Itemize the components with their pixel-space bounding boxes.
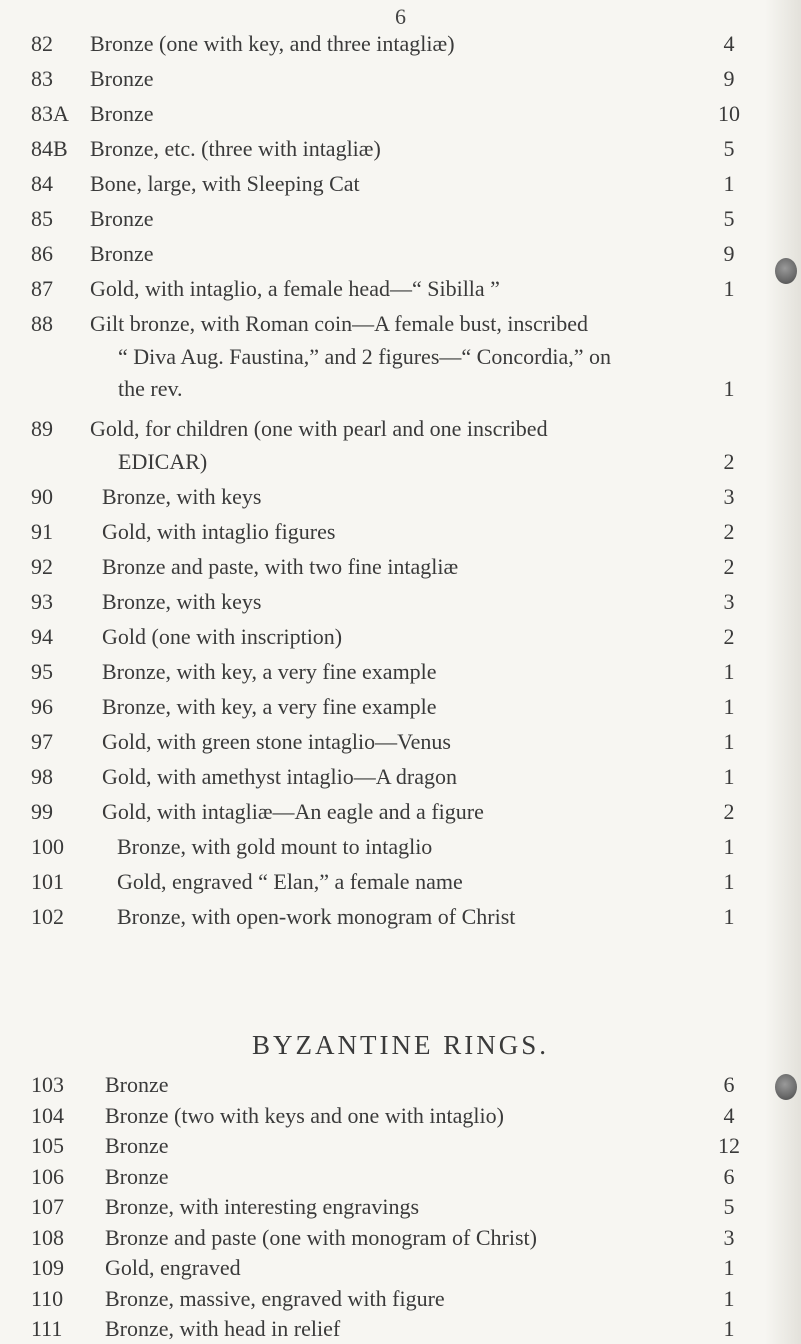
lot-quantity: 1 — [723, 1316, 735, 1341]
list-item — [0, 863, 801, 901]
lot-description: Bronze, with interesting engravings — [105, 1194, 420, 1219]
lot-quantity: 9 — [723, 66, 735, 91]
list-item — [0, 200, 801, 238]
lot-quantity: 1 — [723, 729, 735, 754]
lot-quantity: 1 — [723, 276, 735, 301]
lot-quantity: 2 — [723, 624, 735, 649]
lot-description: Bronze — [105, 1133, 169, 1158]
list-item — [0, 1314, 801, 1344]
lot-number: 87 — [31, 276, 53, 301]
lot-quantity: 5 — [723, 1194, 735, 1219]
lot-quantity: 5 — [723, 136, 735, 161]
lot-description: Gold, with amethyst intaglio—A dragon — [102, 764, 458, 789]
lot-number: 93 — [31, 589, 53, 614]
lot-description: Bronze, massive, engraved with figure — [105, 1285, 445, 1311]
list-item-continuation — [0, 443, 801, 481]
lot-description: Gilt bronze, with Roman coin—A female bust, inscribed — [90, 311, 588, 336]
list-item — [0, 1070, 801, 1100]
lot-number: 98 — [31, 764, 53, 789]
lot-quantity: 4 — [723, 31, 735, 56]
lot-quantity: 1 — [723, 171, 735, 196]
lot-number: 102 — [31, 904, 64, 929]
list-item — [0, 688, 801, 726]
lot-number: 111 — [31, 1316, 63, 1341]
list-item — [0, 793, 801, 831]
lot-quantity: 2 — [723, 799, 735, 824]
lot-description: Bronze, with open-work monogram of Christ — [117, 904, 516, 929]
lot-description: Bronze, with keys — [102, 484, 262, 509]
lot-number: 109 — [31, 1255, 64, 1280]
list-item — [0, 653, 801, 691]
lot-description: Bronze — [90, 66, 154, 91]
page-number: 6 — [395, 4, 406, 29]
lot-description: Gold, with intagliæ—An eagle and a figure — [102, 799, 484, 824]
lot-quantity: 2 — [723, 449, 735, 474]
lot-quantity: 2 — [723, 519, 735, 544]
lot-number: 83 — [31, 66, 53, 91]
list-item — [0, 513, 801, 551]
lot-quantity: 1 — [723, 834, 735, 859]
lot-quantity: 9 — [723, 241, 735, 266]
lot-description: Bronze, with key, a very fine example — [102, 694, 437, 719]
list-item — [0, 758, 801, 796]
lot-number: 108 — [31, 1224, 64, 1250]
lot-description: Gold, with green stone intaglio—Venus — [102, 729, 451, 754]
lot-quantity: 2 — [723, 554, 735, 579]
list-item — [0, 95, 801, 133]
lot-description: Bone, large, with Sleeping Cat — [90, 171, 360, 196]
lot-number: 106 — [31, 1163, 64, 1189]
lot-number: 91 — [31, 519, 53, 544]
lot-description-line2: “ Diva Aug. Faustina,” and 2 figures—“ Concordia,” on — [118, 344, 612, 369]
list-item — [0, 25, 801, 63]
lot-quantity: 1 — [723, 904, 735, 929]
lot-description: Bronze and paste (one with monogram of Christ) — [105, 1224, 537, 1250]
lot-number: 83A — [31, 101, 69, 126]
lot-quantity: 3 — [723, 1224, 735, 1250]
lot-description: Gold, engraved — [105, 1255, 241, 1280]
lot-number: 92 — [31, 554, 53, 579]
lot-description: Bronze — [105, 1072, 169, 1097]
list-item — [0, 130, 801, 168]
lot-quantity: 1 — [723, 764, 735, 789]
list-item — [0, 1223, 801, 1253]
lot-number: 84B — [31, 136, 68, 161]
lot-quantity: 6 — [723, 1163, 735, 1189]
list-item — [0, 618, 801, 656]
lot-number: 85 — [31, 206, 53, 231]
section-heading: BYZANTINE RINGS. — [252, 1030, 549, 1060]
lot-number: 99 — [31, 799, 53, 824]
lot-number: 105 — [31, 1133, 64, 1158]
lot-description: Bronze, etc. (three with intagliæ) — [90, 136, 381, 161]
lot-number: 104 — [31, 1102, 64, 1128]
lot-number: 96 — [31, 694, 53, 719]
lot-description: Bronze — [90, 206, 154, 231]
lot-description: Bronze (two with keys and one with intaglio) — [105, 1102, 504, 1128]
lot-quantity: 1 — [723, 869, 735, 894]
list-item — [0, 60, 801, 98]
lot-quantity: 5 — [723, 206, 735, 231]
lot-description: Bronze — [105, 1163, 169, 1189]
list-item — [0, 723, 801, 761]
lot-quantity: 3 — [723, 589, 735, 614]
list-item — [0, 1253, 801, 1283]
lot-number: 94 — [31, 624, 53, 649]
lot-number: 101 — [31, 869, 64, 894]
lot-description: Gold, with intaglio figures — [102, 519, 336, 544]
list-item — [0, 270, 801, 308]
list-item — [0, 1284, 801, 1314]
lot-description: Bronze, with gold mount to intaglio — [117, 834, 433, 859]
list-item — [0, 828, 801, 866]
list-item-continuation — [0, 370, 801, 408]
lot-number: 89 — [31, 416, 53, 441]
lot-description-line2: EDICAR) — [118, 449, 208, 474]
lot-quantity: 6 — [723, 1072, 735, 1097]
lot-number: 107 — [31, 1194, 64, 1219]
lot-quantity: 1 — [723, 376, 735, 401]
lot-description: Bronze (one with key, and three intagliæ) — [90, 31, 455, 56]
list-item — [0, 1131, 801, 1161]
list-item — [0, 478, 801, 516]
lot-description: Bronze and paste, with two fine intagliæ — [102, 554, 459, 579]
lot-quantity: 4 — [723, 1102, 735, 1128]
list-item — [0, 1192, 801, 1222]
list-item — [0, 548, 801, 586]
lot-quantity: 1 — [723, 1285, 735, 1311]
lot-number: 100 — [31, 834, 64, 859]
lot-number: 84 — [31, 171, 53, 196]
lot-quantity: 3 — [723, 484, 735, 509]
lot-description: Gold (one with inscription) — [102, 624, 343, 649]
lot-number: 103 — [31, 1072, 64, 1097]
lot-number: 90 — [31, 484, 53, 509]
lot-quantity: 10 — [718, 101, 740, 126]
lot-number: 82 — [31, 31, 53, 56]
lot-quantity: 12 — [718, 1133, 740, 1158]
lot-quantity: 1 — [723, 1255, 735, 1280]
lot-quantity: 1 — [723, 659, 735, 684]
lot-description: Bronze — [90, 101, 154, 126]
lot-number: 97 — [31, 729, 53, 754]
lot-description: Gold, engraved “ Elan,” a female name — [117, 869, 463, 894]
list-item — [0, 165, 801, 203]
lot-number: 95 — [31, 659, 53, 684]
lot-description-line3: the rev. — [118, 376, 183, 401]
lot-quantity: 1 — [723, 694, 735, 719]
list-item — [0, 235, 801, 273]
list-item — [0, 1162, 801, 1192]
lot-description: Bronze, with head in relief — [105, 1316, 341, 1341]
list-item — [0, 1101, 801, 1131]
lot-number: 86 — [31, 241, 53, 266]
list-item — [0, 583, 801, 621]
lot-description: Bronze — [90, 241, 154, 266]
lot-description: Gold, with intaglio, a female head—“ Sibilla ” — [90, 276, 500, 301]
lot-description: Bronze, with key, a very fine example — [102, 659, 437, 684]
lot-description: Bronze, with keys — [102, 589, 262, 614]
lot-description: Gold, for children (one with pearl and one inscribed — [90, 416, 548, 441]
list-item — [0, 898, 801, 936]
lot-number: 88 — [31, 311, 53, 336]
lot-number: 110 — [31, 1285, 64, 1311]
